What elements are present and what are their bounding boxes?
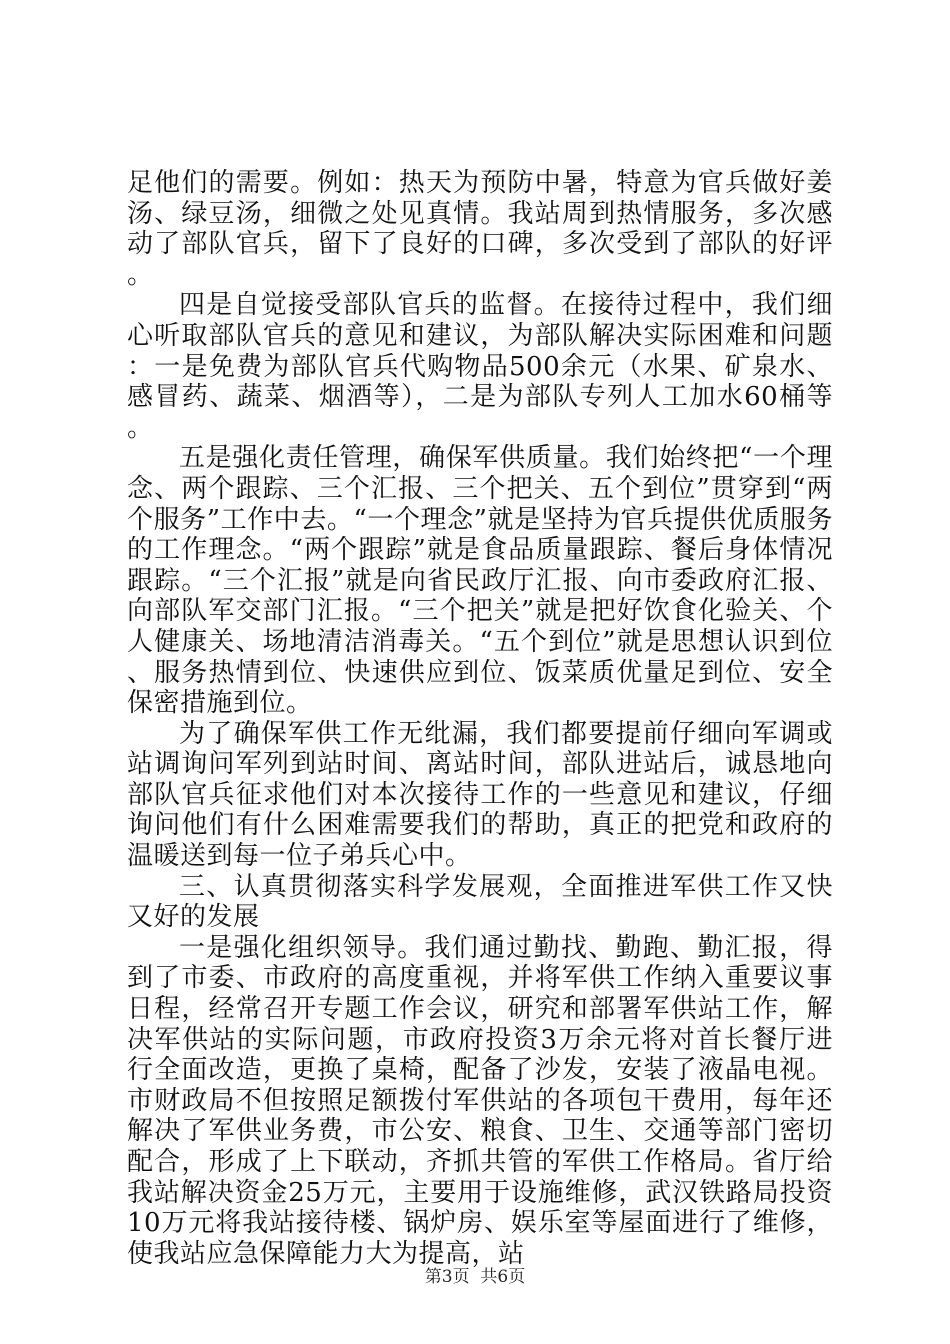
paragraph-4: 为了确保军供工作无纰漏，我们都要提前仔细向军调或站调询问军列到站时间、离站时间，部队进站后，诚恳地向部队官兵征求他们对本次接待工作的一些意见和建议，仔细询问他们有什么困难需要我们的帮助，真正的把党和政府的温暖送到每一位子弟兵心中。 (127, 718, 833, 872)
paragraph-5: 一是强化组织领导。我们通过勤找、勤跑、勤汇报，得到了市委、市政府的高度重视，并将军供工作纳入重要议事日程，经常召开专题工作会议，研究和部署军供站工作，解决军供站的实际问题，市政府投资3万余元将对首长餐厅进行全面改造，更换了桌椅，配备了沙发，安装了液晶电视。市财政局不但按照足额拨付军供站的各项包干费用，每年还解决了军供业务费，市公安、粮食、卫生、交通等部门密切配合，形成了上下联动，齐抓共管的军供工作格局。省厅给我站解决资金25万元，主要用于设施维修，武汉铁路局投资10万元将我站接待楼、锅炉房、娱乐室等屋面进行了维修，使我站应急保障能力大为提高，站 (127, 932, 833, 1269)
paragraph-1: 足他们的需要。例如：热天为预防中暑，特意为官兵做好姜汤、绿豆汤，细微之处见真情。我站周到热情服务，多次感动了部队官兵，留下了良好的口碑，多次受到了部队的好评。 (127, 168, 833, 290)
page-number-label: 第3页 共6页 (424, 1267, 526, 1287)
paragraph-2: 四是自觉接受部队官兵的监督。在接待过程中，我们细心听取部队官兵的意见和建议，为部队解决实际困难和问题：一是免费为部队官兵代购物品500余元（水果、矿泉水、感冒药、蔬菜、烟酒等），二是为部队专列人工加水60桶等。 (127, 290, 833, 443)
paragraph-3: 五是强化责任管理，确保军供质量。我们始终把“一个理念、两个跟踪、三个汇报、三个把关、五个到位”贯穿到“两个服务”工作中去。“一个理念”就是坚持为官兵提供优质服务的工作理念。“两个跟踪”就是食品质量跟踪、餐后身体情况跟踪。“三个汇报”就是向省民政厅汇报、向市委政府汇报、向部队军交部门汇报。“三个把关”就是把好饮食化验关、个人健康关、场地清洁消毒关。“五个到位”就是思想认识到位、服务热情到位、快速供应到位、饭菜质优量足到位、安全保密措施到位。 (127, 443, 833, 719)
page-footer (0, 1262, 950, 1287)
section-heading-3: 三、认真贯彻落实科学发展观，全面推进军供工作又快又好的发展 (127, 871, 833, 933)
document-body (127, 168, 833, 1269)
